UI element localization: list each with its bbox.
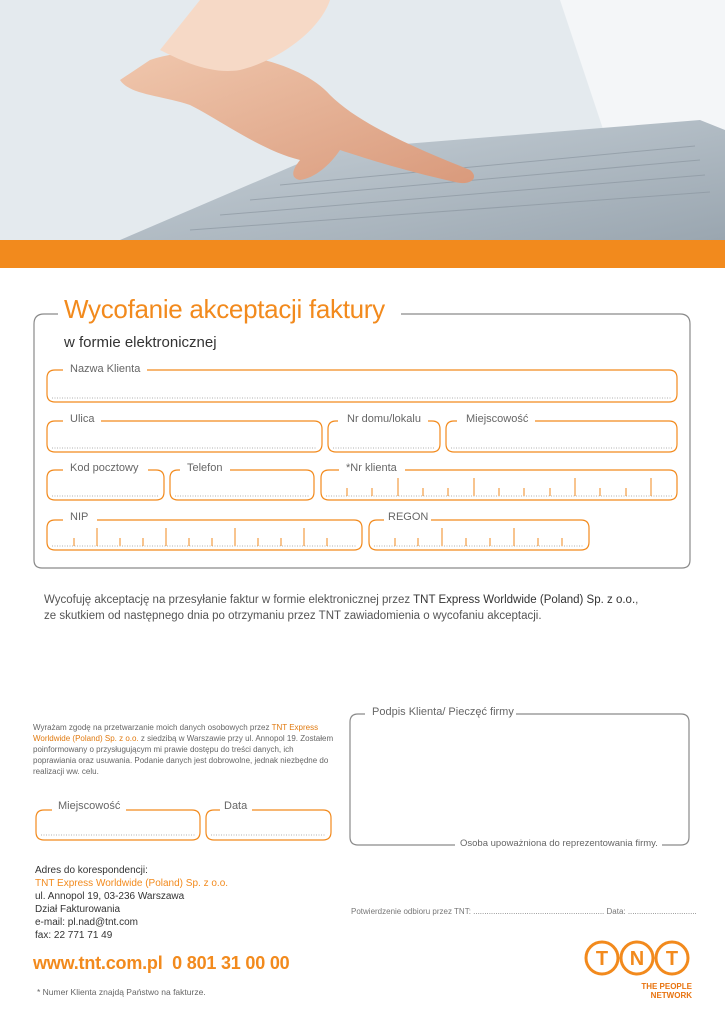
street-label: Ulica xyxy=(70,413,95,425)
phone-label: Telefon xyxy=(187,462,223,474)
phone-field[interactable] xyxy=(175,474,309,496)
address-street: ul. Annopol 19, 03-236 Warszawa xyxy=(35,891,185,902)
consent-text: Wycofuję akceptację na przesyłanie faktur w formie elektronicznej przez TNT Express Worldwide (Poland) Sp. z o.o., ze skutkiem od następnego dnia po otrzymaniu przez TNT zawiadomienia o wycofaniu akceptacji. xyxy=(44,594,639,622)
footnote: * Numer Klienta znajdą Państwo na fakturze. xyxy=(37,987,206,997)
regon-label: REGON xyxy=(388,511,429,523)
hotline-number: 0 801 31 00 00 xyxy=(172,953,290,973)
city-label: Miejscowość xyxy=(466,413,529,425)
address-email: e-mail: pl.nad@tnt.com xyxy=(35,917,138,928)
page-title: Wycofanie akceptacji faktury xyxy=(64,294,385,324)
client-no-field[interactable] xyxy=(326,474,672,496)
sign-date-field[interactable] xyxy=(211,814,326,836)
consent-company: TNT Express Worldwide (Poland) Sp. z o.o. xyxy=(413,594,636,606)
nip-field[interactable] xyxy=(52,524,357,546)
nip-label: NIP xyxy=(70,511,89,523)
logo-letter-t2: T xyxy=(665,948,679,970)
address-company: TNT Express Worldwide (Poland) Sp. z o.o. xyxy=(35,878,229,889)
client-name-field[interactable] xyxy=(52,374,672,398)
page-subtitle: w formie elektronicznej xyxy=(64,334,217,351)
sign-place-field[interactable] xyxy=(41,814,195,836)
authorized-note: Osoba upoważniona do reprezentowania firmy. xyxy=(460,838,658,849)
client-no-label: *Nr klienta xyxy=(346,462,397,474)
address-heading: Adres do korespondencji: xyxy=(35,865,148,876)
address-department: Dział Fakturowania xyxy=(35,904,121,915)
logo-letter-n: N xyxy=(629,948,645,970)
privacy-company: TNT Express Worldwide (Poland) Sp. z o.o. xyxy=(33,723,319,743)
postcode-label: Kod pocztowy xyxy=(70,462,139,474)
signature-label: Podpis Klienta/ Pieczęć firmy xyxy=(372,706,514,718)
logo-tagline: THE PEOPLE NETWORK xyxy=(641,982,692,1000)
sign-place-label: Miejscowość xyxy=(58,800,121,812)
client-name-label: Nazwa Klienta xyxy=(70,363,141,375)
address-fax: fax: 22 771 71 49 xyxy=(35,930,113,941)
signature-area[interactable] xyxy=(355,722,685,837)
regon-field[interactable] xyxy=(374,524,584,546)
privacy-clause: Wyrażam zgodę na przetwarzanie moich danych osobowych przez TNT Express Worldwide (Poland) Sp. z o.o. z siedzibą w Warszawie przy ul. Annopol 19. Zostałem poinformowany o przysługującym mi prawie dostępu do treści danych, ich poprawiania oraz usuwania. Podanie danych jest dobrowolne, jednak niezbędne do realizacji ww. celu. xyxy=(33,723,334,776)
postcode-field[interactable] xyxy=(52,474,159,496)
house-no-field[interactable] xyxy=(333,425,435,448)
logo-letter-t1: T xyxy=(595,948,609,970)
city-field[interactable] xyxy=(451,425,672,448)
website-link[interactable]: www.tnt.com.pl xyxy=(33,953,163,973)
house-no-label: Nr domu/lokalu xyxy=(347,413,421,425)
website-phone xyxy=(33,953,289,974)
tnt-logo xyxy=(584,938,694,982)
street-field[interactable] xyxy=(52,425,317,448)
correspondence-address xyxy=(35,864,228,942)
tnt-confirmation-line: Potwierdzenie odbioru przez TNT: ........................................................... Data: ............................... xyxy=(351,907,697,916)
sign-date-label: Data xyxy=(224,800,248,812)
